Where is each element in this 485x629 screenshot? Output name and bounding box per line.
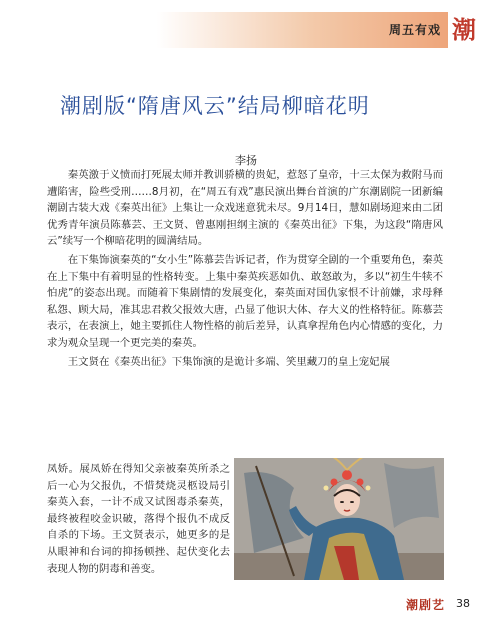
stage-photo	[234, 458, 444, 580]
seal-logo-icon: 潮	[452, 15, 476, 44]
paragraph: 凤娇。展凤娇在得知父亲被秦英所杀之后一心为父报仇，不惜焚烧灵柩设局引秦英入套，一计不成又试图毒杀秦英，最终被程咬金识破，落得个报仇不成反自杀的下场。王文贤表示，她更多的是从眼神和台词的抑扬顿挫、起伏变化去表现人物的阴毒和善变。	[47, 463, 230, 575]
header-bar	[0, 12, 448, 48]
paragraph: 在下集饰演秦英的“女小生”陈慕芸告诉记者，作为贯穿全剧的一个重要角色，秦英在上下集中有着明显的性格转变。上集中秦英疾恶如仇、敢怒敢为，多以“初生牛犊不怕虎”的姿态出现。而随着下集剧情的发展变化，秦英面对国仇家恨不计前嫌，求母释私怨、顾大局，准其忠君救父报效大唐，凸显了他识大体、存大义的性格特征。陈慕芸表示，在表演上，她主要抓住人物性格的前后差异，认真拿捏角色内心情感的变化，力求为观众呈现一个更完美的秦英。	[47, 253, 443, 349]
header-band	[0, 12, 485, 48]
paragraph: 王文贤在《秦英出征》下集饰演的是诡计多端、笑里藏刀的皇上宠妃展	[67, 355, 390, 368]
article-title: 潮剧版“隋唐风云”结局柳暗花明	[60, 94, 370, 118]
paragraph: 秦英激于义愤而打死展太师并教训骄横的贵妃，惹怒了皇帝，十三太保为救附马而遭陷害，险些受刑……8月初，在“周五有戏”惠民演出舞台首演的广东潮剧院一团新编潮剧古装大戏《秦英出征》上集让一众戏迷意犹未尽。9月14日，慧如剧场迎来由二团优秀青年演员陈慕芸、王文贤、曾惠刚担纲主演的《秦英出征》下集，为这段“隋唐风云”续写一个柳暗花明的圆满结局。	[47, 169, 443, 248]
performer-photo-icon	[234, 458, 444, 580]
page-number: 38	[456, 597, 470, 610]
column-name: 周五有戏	[388, 23, 441, 37]
article-author: 李扬	[235, 154, 257, 167]
article-body	[47, 167, 443, 370]
article-body-wrap	[47, 461, 230, 577]
magazine-logo: 潮剧艺	[406, 598, 446, 612]
